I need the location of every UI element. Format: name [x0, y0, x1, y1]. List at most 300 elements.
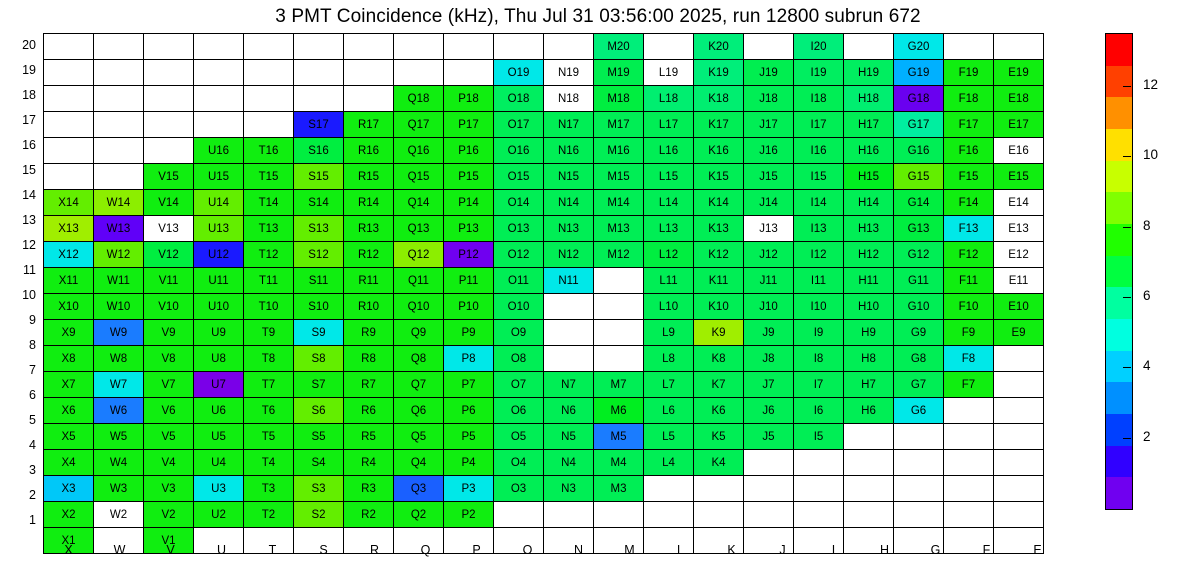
y-tick-label: 18 — [22, 88, 36, 102]
y-tick-label: 4 — [29, 438, 36, 452]
heatmap-cell: W3 — [94, 476, 144, 502]
y-tick-label: 8 — [29, 338, 36, 352]
heatmap-cell — [944, 398, 994, 424]
heatmap-cell: X5 — [44, 424, 94, 450]
heatmap-cell: I12 — [794, 242, 844, 268]
heatmap-cell: V7 — [144, 372, 194, 398]
heatmap-cell: W8 — [94, 346, 144, 372]
y-tick-label: 1 — [29, 513, 36, 527]
heatmap-cell — [144, 60, 194, 86]
heatmap-cell — [694, 476, 744, 502]
heatmap-cell: N3 — [544, 476, 594, 502]
heatmap-cell: N13 — [544, 216, 594, 242]
heatmap-cell — [944, 450, 994, 476]
heatmap-row — [44, 372, 1044, 398]
heatmap-cell: J19 — [744, 60, 794, 86]
heatmap-cell: Q16 — [394, 138, 444, 164]
heatmap-cell — [344, 34, 394, 60]
heatmap-cell: T16 — [244, 138, 294, 164]
heatmap-cell — [894, 476, 944, 502]
heatmap-cell — [894, 450, 944, 476]
heatmap-cell: N14 — [544, 190, 594, 216]
heatmap-cell: H14 — [844, 190, 894, 216]
heatmap-row — [44, 450, 1044, 476]
heatmap-cell: H16 — [844, 138, 894, 164]
heatmap-cell: Q15 — [394, 164, 444, 190]
heatmap-cell: N11 — [544, 268, 594, 294]
heatmap-cell: I6 — [794, 398, 844, 424]
x-tick-label: N — [573, 543, 584, 557]
heatmap-cell: V11 — [144, 268, 194, 294]
heatmap-cell: N16 — [544, 138, 594, 164]
heatmap-cell: O13 — [494, 216, 544, 242]
heatmap-cell: H10 — [844, 294, 894, 320]
heatmap-cell: I5 — [794, 424, 844, 450]
heatmap-cell: X12 — [44, 242, 94, 268]
heatmap-cell: L10 — [644, 294, 694, 320]
heatmap-cell: K15 — [694, 164, 744, 190]
heatmap-cell: V8 — [144, 346, 194, 372]
heatmap-cell: H7 — [844, 372, 894, 398]
heatmap-cell: S7 — [294, 372, 344, 398]
heatmap-cell: K6 — [694, 398, 744, 424]
heatmap-cell: Q11 — [394, 268, 444, 294]
heatmap-cell — [944, 34, 994, 60]
heatmap-cell: K17 — [694, 112, 744, 138]
heatmap-cell: U14 — [194, 190, 244, 216]
heatmap-cell — [544, 346, 594, 372]
heatmap-cell: W11 — [94, 268, 144, 294]
y-tick-label: 19 — [22, 63, 36, 77]
heatmap-cell: K8 — [694, 346, 744, 372]
heatmap-cell: F9 — [944, 320, 994, 346]
heatmap-cell: I15 — [794, 164, 844, 190]
heatmap-cell: O9 — [494, 320, 544, 346]
heatmap-cell: M17 — [594, 112, 644, 138]
heatmap-cell: P15 — [444, 164, 494, 190]
colorbar-tick-label: 4 — [1143, 358, 1151, 374]
heatmap-cell: T9 — [244, 320, 294, 346]
heatmap-cell: I9 — [794, 320, 844, 346]
heatmap-cell: U6 — [194, 398, 244, 424]
heatmap-cell: O10 — [494, 294, 544, 320]
heatmap-cell — [594, 502, 644, 528]
heatmap-cell: O17 — [494, 112, 544, 138]
heatmap-cell: O8 — [494, 346, 544, 372]
heatmap-cell: J13 — [744, 216, 794, 242]
heatmap-cell — [544, 294, 594, 320]
heatmap-cell: J10 — [744, 294, 794, 320]
heatmap-cell: H6 — [844, 398, 894, 424]
heatmap-cell: W6 — [94, 398, 144, 424]
heatmap-cell: F8 — [944, 346, 994, 372]
heatmap-cell: T4 — [244, 450, 294, 476]
heatmap-cell: V10 — [144, 294, 194, 320]
heatmap-cell: E18 — [994, 86, 1044, 112]
y-tick-label: 3 — [29, 463, 36, 477]
heatmap-cell: X4 — [44, 450, 94, 476]
heatmap-cell: F18 — [944, 86, 994, 112]
heatmap-cell: Q18 — [394, 86, 444, 112]
heatmap-cell: T14 — [244, 190, 294, 216]
heatmap-cell: X6 — [44, 398, 94, 424]
heatmap-cell: R12 — [344, 242, 394, 268]
heatmap-cell — [794, 450, 844, 476]
heatmap-cell: J11 — [744, 268, 794, 294]
heatmap-cell: N4 — [544, 450, 594, 476]
heatmap-cell: S10 — [294, 294, 344, 320]
heatmap-row — [44, 320, 1044, 346]
y-tick-label: 20 — [22, 38, 36, 52]
heatmap-cell — [444, 60, 494, 86]
heatmap-cell — [994, 372, 1044, 398]
heatmap-cell: I10 — [794, 294, 844, 320]
heatmap-cell — [944, 424, 994, 450]
heatmap-cell: G11 — [894, 268, 944, 294]
heatmap-cell — [44, 60, 94, 86]
heatmap-cell: L6 — [644, 398, 694, 424]
heatmap-cell: X1 — [44, 528, 94, 554]
heatmap-cell: N18 — [544, 86, 594, 112]
heatmap-cell — [544, 34, 594, 60]
colorbar-ticks — [1131, 33, 1191, 508]
heatmap-cell: G14 — [894, 190, 944, 216]
heatmap-row — [44, 424, 1044, 450]
colorbar-segment — [1106, 161, 1132, 193]
heatmap-cell: W2 — [94, 502, 144, 528]
y-tick-label: 15 — [22, 163, 36, 177]
heatmap-cell: K18 — [694, 86, 744, 112]
heatmap-cell: V15 — [144, 164, 194, 190]
heatmap-row — [44, 86, 1044, 112]
colorbar-segment — [1106, 97, 1132, 129]
heatmap-cell — [944, 476, 994, 502]
heatmap-cell: F11 — [944, 268, 994, 294]
heatmap-cell: O18 — [494, 86, 544, 112]
heatmap-cell: X2 — [44, 502, 94, 528]
heatmap-row — [44, 112, 1044, 138]
heatmap-cell: H12 — [844, 242, 894, 268]
heatmap-cell: J16 — [744, 138, 794, 164]
heatmap-cell: J5 — [744, 424, 794, 450]
heatmap-cell: R17 — [344, 112, 394, 138]
heatmap-plot — [43, 33, 1044, 554]
heatmap-cell — [294, 60, 344, 86]
heatmap-cell: S5 — [294, 424, 344, 450]
colorbar-segment — [1106, 414, 1132, 446]
heatmap-cell: W9 — [94, 320, 144, 346]
x-tick-label: S — [319, 543, 328, 557]
heatmap-cell: S12 — [294, 242, 344, 268]
heatmap-cell: M20 — [594, 34, 644, 60]
heatmap-cell — [994, 424, 1044, 450]
y-axis-labels — [0, 33, 36, 533]
heatmap-cell: H15 — [844, 164, 894, 190]
heatmap-cell: Q4 — [394, 450, 444, 476]
heatmap-cell: S4 — [294, 450, 344, 476]
heatmap-row — [44, 216, 1044, 242]
heatmap-cell: H17 — [844, 112, 894, 138]
x-tick-label: W — [113, 543, 126, 557]
heatmap-cell — [794, 502, 844, 528]
heatmap-cell: P9 — [444, 320, 494, 346]
heatmap-cell: M5 — [594, 424, 644, 450]
heatmap-cell: X10 — [44, 294, 94, 320]
heatmap-cell: E13 — [994, 216, 1044, 242]
heatmap-cell: S2 — [294, 502, 344, 528]
heatmap-cell: G12 — [894, 242, 944, 268]
y-tick-label: 6 — [29, 388, 36, 402]
colorbar-tick-mark — [1123, 438, 1131, 439]
x-tick-label: T — [268, 543, 277, 557]
heatmap-cell: I11 — [794, 268, 844, 294]
heatmap-grid — [43, 33, 1044, 554]
heatmap-cell: Q17 — [394, 112, 444, 138]
heatmap-cell: V5 — [144, 424, 194, 450]
colorbar-segment — [1106, 287, 1132, 319]
colorbar-tick-label: 6 — [1143, 287, 1151, 303]
x-tick-label: H — [879, 543, 890, 557]
heatmap-cell — [294, 86, 344, 112]
heatmap-cell — [744, 476, 794, 502]
heatmap-cell — [744, 450, 794, 476]
colorbar-tick-mark — [1123, 297, 1131, 298]
heatmap-cell: G16 — [894, 138, 944, 164]
x-tick-label: G — [930, 543, 941, 557]
heatmap-cell: T8 — [244, 346, 294, 372]
heatmap-cell: I8 — [794, 346, 844, 372]
heatmap-cell: Q6 — [394, 398, 444, 424]
heatmap-cell: E11 — [994, 268, 1044, 294]
heatmap-cell: L11 — [644, 268, 694, 294]
heatmap-cell: E10 — [994, 294, 1044, 320]
heatmap-cell: U2 — [194, 502, 244, 528]
heatmap-cell: K19 — [694, 60, 744, 86]
heatmap-row — [44, 60, 1044, 86]
heatmap-cell: J9 — [744, 320, 794, 346]
heatmap-cell — [94, 112, 144, 138]
x-tick-label: U — [216, 543, 227, 557]
colorbar-segment — [1106, 477, 1132, 509]
heatmap-cell: G15 — [894, 164, 944, 190]
heatmap-cell: W5 — [94, 424, 144, 450]
heatmap-cell: K5 — [694, 424, 744, 450]
page-title: 3 PMT Coincidence (kHz), Thu Jul 31 03:56:00 2025, run 12800 subrun 672 — [275, 6, 921, 27]
heatmap-cell: O14 — [494, 190, 544, 216]
colorbar-tick-label: 8 — [1143, 217, 1151, 233]
heatmap-cell — [344, 86, 394, 112]
heatmap-cell: M18 — [594, 86, 644, 112]
heatmap-cell — [994, 398, 1044, 424]
heatmap-cell: Q7 — [394, 372, 444, 398]
heatmap-cell: Q12 — [394, 242, 444, 268]
y-tick-label: 16 — [22, 138, 36, 152]
heatmap-cell: N19 — [544, 60, 594, 86]
heatmap-cell: R11 — [344, 268, 394, 294]
heatmap-cell — [244, 60, 294, 86]
heatmap-cell: I20 — [794, 34, 844, 60]
heatmap-row — [44, 34, 1044, 60]
heatmap-cell: S15 — [294, 164, 344, 190]
heatmap-cell: K11 — [694, 268, 744, 294]
heatmap-cell: Q13 — [394, 216, 444, 242]
heatmap-cell — [44, 86, 94, 112]
heatmap-cell: W14 — [94, 190, 144, 216]
x-tick-label: P — [472, 543, 481, 557]
colorbar-tick-mark — [1123, 86, 1131, 87]
heatmap-cell: L12 — [644, 242, 694, 268]
heatmap-cell: U16 — [194, 138, 244, 164]
heatmap-cell: F15 — [944, 164, 994, 190]
heatmap-cell — [94, 60, 144, 86]
x-tick-label: I — [831, 543, 836, 557]
heatmap-cell: P3 — [444, 476, 494, 502]
heatmap-cell: L17 — [644, 112, 694, 138]
heatmap-cell — [844, 502, 894, 528]
heatmap-cell: O11 — [494, 268, 544, 294]
colorbar-tick-mark — [1123, 367, 1131, 368]
heatmap-cell: V12 — [144, 242, 194, 268]
heatmap-cell: V2 — [144, 502, 194, 528]
heatmap-cell — [444, 34, 494, 60]
heatmap-cell: M15 — [594, 164, 644, 190]
heatmap-cell: L5 — [644, 424, 694, 450]
heatmap-cell — [44, 112, 94, 138]
y-tick-label: 11 — [23, 263, 36, 277]
heatmap-cell: T3 — [244, 476, 294, 502]
y-tick-label: 10 — [22, 288, 36, 302]
heatmap-cell: T13 — [244, 216, 294, 242]
heatmap-cell: H8 — [844, 346, 894, 372]
heatmap-cell: H18 — [844, 86, 894, 112]
heatmap-cell: G17 — [894, 112, 944, 138]
heatmap-cell: K16 — [694, 138, 744, 164]
heatmap-cell: S17 — [294, 112, 344, 138]
colorbar-segment — [1106, 34, 1132, 66]
x-tick-label: J — [779, 543, 786, 557]
heatmap-cell: F10 — [944, 294, 994, 320]
heatmap-cell: N7 — [544, 372, 594, 398]
heatmap-cell: W13 — [94, 216, 144, 242]
heatmap-cell: R9 — [344, 320, 394, 346]
heatmap-cell: T7 — [244, 372, 294, 398]
heatmap-cell — [994, 476, 1044, 502]
heatmap-cell: T2 — [244, 502, 294, 528]
heatmap-row — [44, 294, 1044, 320]
heatmap-cell: Q14 — [394, 190, 444, 216]
heatmap-cell: E12 — [994, 242, 1044, 268]
heatmap-cell — [944, 502, 994, 528]
heatmap-cell: R2 — [344, 502, 394, 528]
heatmap-cell: I16 — [794, 138, 844, 164]
heatmap-cell: S9 — [294, 320, 344, 346]
colorbar-segment — [1106, 382, 1132, 414]
heatmap-cell: Q5 — [394, 424, 444, 450]
heatmap-cell: E14 — [994, 190, 1044, 216]
heatmap-cell: K13 — [694, 216, 744, 242]
heatmap-cell: F17 — [944, 112, 994, 138]
heatmap-cell: K10 — [694, 294, 744, 320]
heatmap-cell: M13 — [594, 216, 644, 242]
heatmap-cell — [394, 34, 444, 60]
heatmap-cell — [94, 86, 144, 112]
heatmap-cell: H13 — [844, 216, 894, 242]
heatmap-cell: O16 — [494, 138, 544, 164]
heatmap-cell: K20 — [694, 34, 744, 60]
heatmap-cell: H11 — [844, 268, 894, 294]
heatmap-cell: R4 — [344, 450, 394, 476]
heatmap-cell: P13 — [444, 216, 494, 242]
heatmap-cell — [594, 320, 644, 346]
heatmap-cell — [94, 164, 144, 190]
heatmap-cell: P5 — [444, 424, 494, 450]
heatmap-cell: R16 — [344, 138, 394, 164]
y-tick-label: 17 — [22, 113, 36, 127]
heatmap-cell: F19 — [944, 60, 994, 86]
heatmap-cell — [594, 294, 644, 320]
heatmap-cell — [644, 502, 694, 528]
heatmap-cell: L9 — [644, 320, 694, 346]
heatmap-cell: G10 — [894, 294, 944, 320]
heatmap-cell: S16 — [294, 138, 344, 164]
heatmap-cell — [144, 86, 194, 112]
heatmap-row — [44, 476, 1044, 502]
heatmap-cell: Q3 — [394, 476, 444, 502]
heatmap-cell — [894, 502, 944, 528]
heatmap-cell: S3 — [294, 476, 344, 502]
heatmap-cell: G19 — [894, 60, 944, 86]
heatmap-cell: R14 — [344, 190, 394, 216]
heatmap-cell: N17 — [544, 112, 594, 138]
heatmap-row — [44, 138, 1044, 164]
heatmap-cell: S14 — [294, 190, 344, 216]
heatmap-cell: X13 — [44, 216, 94, 242]
heatmap-row — [44, 242, 1044, 268]
heatmap-cell: L14 — [644, 190, 694, 216]
heatmap-cell: H9 — [844, 320, 894, 346]
heatmap-cell: Q8 — [394, 346, 444, 372]
heatmap-cell: I13 — [794, 216, 844, 242]
heatmap-cell: J17 — [744, 112, 794, 138]
heatmap-cell: F7 — [944, 372, 994, 398]
heatmap-cell: R7 — [344, 372, 394, 398]
heatmap-cell: N12 — [544, 242, 594, 268]
heatmap-row — [44, 502, 1044, 528]
colorbar-tick-label: 10 — [1143, 147, 1159, 163]
heatmap-row — [44, 346, 1044, 372]
heatmap-cell: I17 — [794, 112, 844, 138]
heatmap-cell: U7 — [194, 372, 244, 398]
heatmap-cell: Q10 — [394, 294, 444, 320]
heatmap-cell: U10 — [194, 294, 244, 320]
heatmap-cell — [844, 424, 894, 450]
heatmap-cell: K9 — [694, 320, 744, 346]
heatmap-cell: H19 — [844, 60, 894, 86]
heatmap-cell: L7 — [644, 372, 694, 398]
heatmap-cell: J7 — [744, 372, 794, 398]
heatmap-cell: M4 — [594, 450, 644, 476]
heatmap-cell: M14 — [594, 190, 644, 216]
heatmap-cell: J12 — [744, 242, 794, 268]
y-tick-label: 14 — [22, 188, 36, 202]
heatmap-cell: X14 — [44, 190, 94, 216]
heatmap-cell: J14 — [744, 190, 794, 216]
heatmap-cell: L15 — [644, 164, 694, 190]
heatmap-row — [44, 398, 1044, 424]
heatmap-cell: G7 — [894, 372, 944, 398]
heatmap-cell: U12 — [194, 242, 244, 268]
heatmap-cell: G20 — [894, 34, 944, 60]
